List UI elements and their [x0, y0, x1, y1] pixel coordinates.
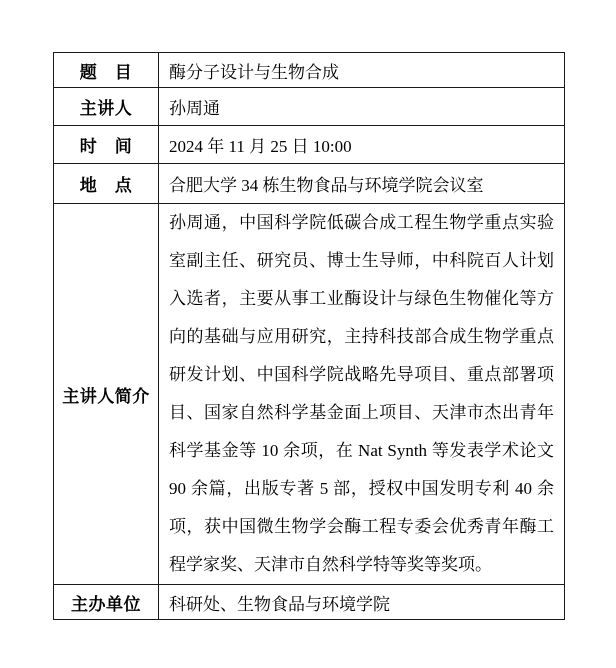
speaker-value: 孙周通	[159, 88, 565, 126]
table-row-organizer	[54, 585, 565, 620]
table-row-speaker	[54, 88, 565, 126]
title-label: 题 目	[54, 53, 159, 88]
table-row-bio	[54, 204, 565, 585]
table-row-time	[54, 126, 565, 164]
table-row-location	[54, 164, 565, 204]
location-label: 地 点	[54, 164, 159, 204]
organizer-value: 科研处、生物食品与环境学院	[159, 585, 565, 620]
time-label: 时 间	[54, 126, 159, 164]
title-value: 酶分子设计与生物合成	[159, 53, 565, 88]
seminar-notice-table	[53, 52, 565, 620]
bio-label: 主讲人简介	[54, 204, 159, 585]
speaker-label: 主讲人	[54, 88, 159, 126]
time-value: 2024 年 11 月 25 日 10:00	[159, 126, 565, 164]
organizer-label: 主办单位	[54, 585, 159, 620]
table-row-title	[54, 53, 565, 88]
location-value: 合肥大学 34 栋生物食品与环境学院会议室	[159, 164, 565, 204]
bio-value: 孙周通，中国科学院低碳合成工程生物学重点实验室副主任、研究员、博士生导师，中科院百人计划入选者，主要从事工业酶设计与绿色生物催化等方向的基础与应用研究，主持科技部合成生物学重点研发计划、中国科学院战略先导项目、重点部署项目、国家自然科学基金面上项目、天津市杰出青年科学基金等 10 余项，在 Nat Synth 等发表学术论文 90 余篇，出版专著 5 部，授权中国发明专利 40 余项，获中国微生物学会酶工程专委会优秀青年酶工程学家奖、天津市自然科学特等奖等奖项。	[159, 204, 565, 585]
